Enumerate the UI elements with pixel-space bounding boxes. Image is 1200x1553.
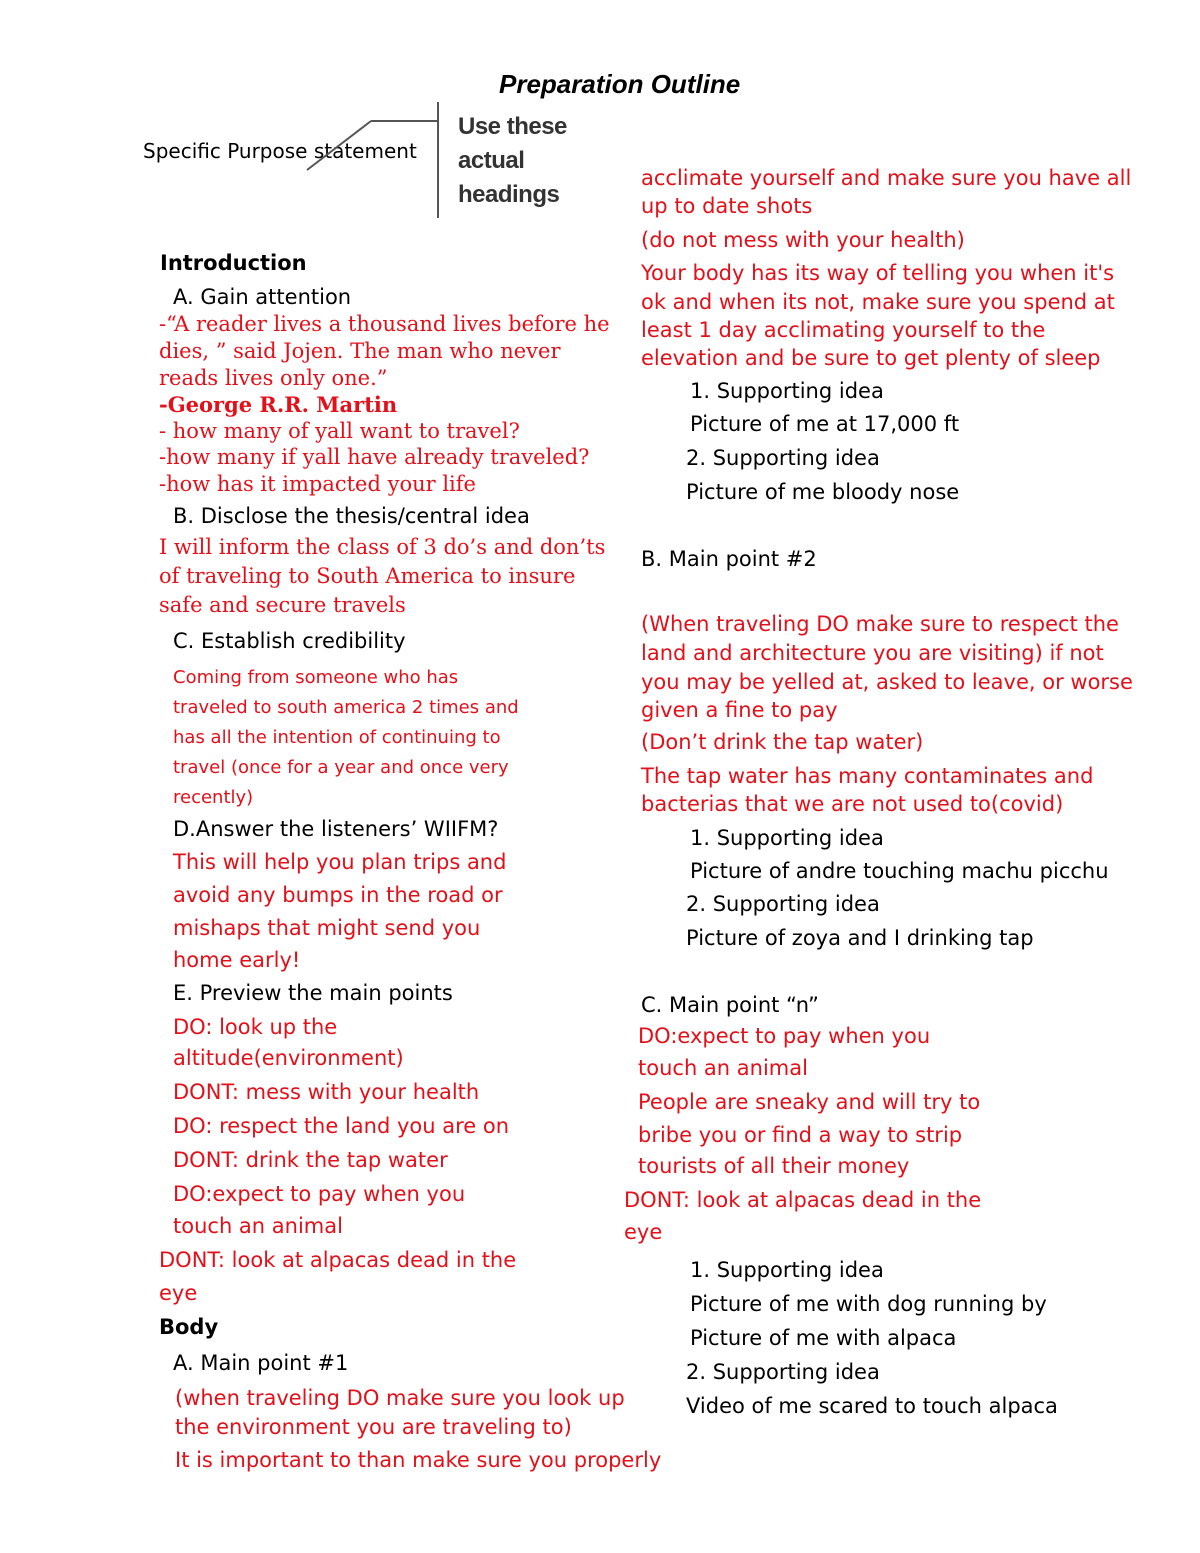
main-point-1-line: the environment you are traveling to) <box>175 1415 572 1439</box>
gain-attention-label: A. Gain attention <box>173 285 352 309</box>
preview-item: DO:expect to pay when you <box>173 1182 466 1206</box>
preview-item: DONT: mess with your health <box>173 1080 480 1104</box>
attention-question: -how has it impacted your life <box>159 472 476 496</box>
page-title: Preparation Outline <box>499 69 741 99</box>
quote-line: reads lives only one.” <box>159 366 388 390</box>
thesis-line: I will inform the class of 3 do’s and don’ts <box>159 535 606 559</box>
supporting-idea-label: 1. Supporting idea <box>690 1258 884 1282</box>
attention-question: -how many if yall have already traveled? <box>159 445 590 469</box>
main-point-n-line: DO:expect to pay when you <box>638 1024 931 1048</box>
wiifm-line: This will help you plan trips and <box>173 850 507 874</box>
callout-line-1: Use these <box>458 113 567 140</box>
main-point-2-line: you may be yelled at, asked to leave, or worse <box>641 670 1133 694</box>
tap-water-text: bacterias that we are not used to(covid) <box>641 792 1064 816</box>
callout-line-2: actual <box>458 147 525 174</box>
health-text: ok and when its not, make sure you spend at <box>641 290 1115 314</box>
quote-line: dies, ” said Jojen. The man who never <box>159 339 561 363</box>
thesis-line: of traveling to South America to insure <box>159 564 576 588</box>
health-text: least 1 day acclimating yourself to the <box>641 318 1046 342</box>
main-point-n-dont: eye <box>624 1220 663 1244</box>
supporting-idea-label: 2. Supporting idea <box>686 1360 880 1384</box>
supporting-idea-text: Picture of andre touching machu picchu <box>690 859 1109 883</box>
supporting-idea-label: 2. Supporting idea <box>686 892 880 916</box>
supporting-idea-text: Picture of zoya and I drinking tap <box>686 926 1034 950</box>
supporting-idea-text: Picture of me with alpaca <box>690 1326 957 1350</box>
callout-lines <box>0 0 1200 230</box>
main-point-2-line: land and architecture you are visiting) if not <box>641 641 1104 665</box>
supporting-idea-label: 1. Supporting idea <box>690 379 884 403</box>
supporting-idea-text: Picture of me bloody nose <box>686 480 960 504</box>
health-text: elevation and be sure to get plenty of sleep <box>641 346 1101 370</box>
callout-line-3: headings <box>458 181 560 208</box>
credibility-label: C. Establish credibility <box>173 629 406 653</box>
main-point-n-line: People are sneaky and will try to <box>638 1090 981 1114</box>
supporting-idea-label: 2. Supporting idea <box>686 446 880 470</box>
tap-water-text: The tap water has many contaminates and <box>641 764 1094 788</box>
preview-item: touch an animal <box>173 1214 343 1238</box>
thesis-line: safe and secure travels <box>159 593 406 617</box>
preview-label: E. Preview the main points <box>173 981 453 1005</box>
tap-water-note: (Don’t drink the tap water) <box>641 730 924 754</box>
supporting-idea-text: Video of me scared to touch alpaca <box>686 1394 1058 1418</box>
main-point-1-line: (when traveling DO make sure you look up <box>175 1386 625 1410</box>
preview-item: DONT: look at alpacas dead in the <box>159 1248 517 1272</box>
thesis-label: B. Disclose the thesis/central idea <box>173 504 530 528</box>
body-heading: Body <box>159 1315 219 1339</box>
credibility-line: recently) <box>173 787 254 808</box>
wiifm-line: home early! <box>173 948 301 972</box>
wiifm-line: mishaps that might send you <box>173 916 481 940</box>
main-point-1-label: A. Main point #1 <box>173 1351 349 1375</box>
main-point-2-line: given a fine to pay <box>641 698 838 722</box>
main-point-n-line: bribe you or find a way to strip <box>638 1123 963 1147</box>
preview-item: altitude(environment) <box>173 1046 404 1070</box>
credibility-line: travel (once for a year and once very <box>173 757 509 778</box>
main-point-n-dont: DONT: look at alpacas dead in the <box>624 1188 982 1212</box>
quote-line: -“A reader lives a thousand lives before he <box>159 312 610 336</box>
main-point-n-line: tourists of all their money <box>638 1154 910 1178</box>
supporting-idea-label: 1. Supporting idea <box>690 826 884 850</box>
introduction-heading: Introduction <box>160 251 307 275</box>
callout-diagonal-line <box>307 121 371 170</box>
quote-author: -George R.R. Martin <box>159 392 398 417</box>
credibility-line: has all the intention of continuing to <box>173 727 501 748</box>
main-point-n-line: touch an animal <box>638 1056 808 1080</box>
preview-item: DO: look up the <box>173 1015 338 1039</box>
health-note: (do not mess with your health) <box>641 228 965 252</box>
preview-item: eye <box>159 1281 198 1305</box>
health-text: Your body has its way of telling you when it's <box>641 261 1115 285</box>
wiifm-line: avoid any bumps in the road or <box>173 883 503 907</box>
preview-item: DO: respect the land you are on <box>173 1114 510 1138</box>
credibility-line: traveled to south america 2 times and <box>173 697 519 718</box>
main-point-2-label: B. Main point #2 <box>641 547 817 571</box>
main-point-n-label: C. Main point “n” <box>641 993 819 1017</box>
main-point-1-line: It is important to than make sure you properly <box>175 1448 662 1472</box>
main-point-1-cont: acclimate yourself and make sure you have all <box>641 166 1132 190</box>
attention-question: - how many of yall want to travel? <box>159 419 520 443</box>
credibility-line: Coming from someone who has <box>173 667 459 688</box>
main-point-1-cont: up to date shots <box>641 194 813 218</box>
supporting-idea-text: Picture of me at 17,000 ft <box>690 412 960 436</box>
supporting-idea-text: Picture of me with dog running by <box>690 1292 1047 1316</box>
main-point-2-line: (When traveling DO make sure to respect the <box>641 612 1119 636</box>
specific-purpose-label: Specific Purpose statement <box>143 139 417 163</box>
preview-item: DONT: drink the tap water <box>173 1148 448 1172</box>
wiifm-label: D.Answer the listeners’ WIIFM? <box>173 817 499 841</box>
